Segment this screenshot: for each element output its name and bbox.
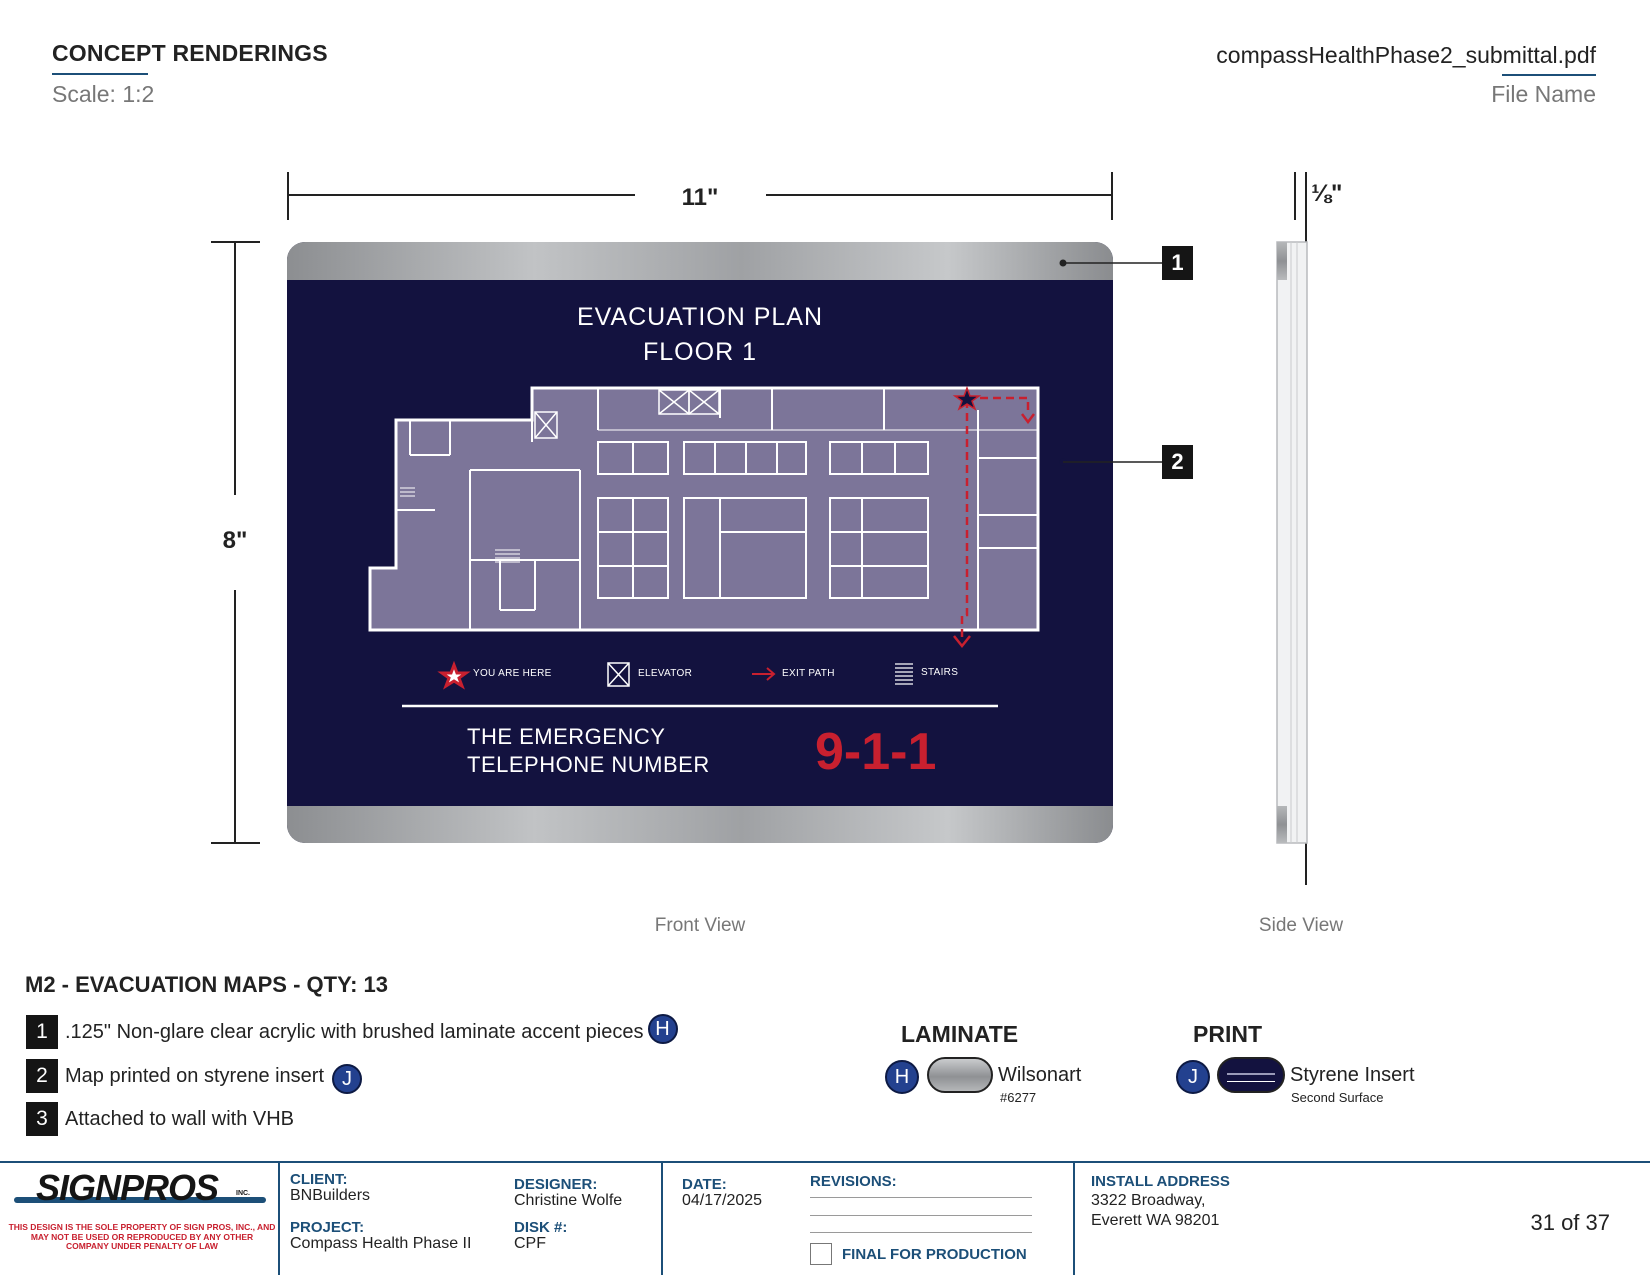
emergency-number: 9-1-1 bbox=[815, 723, 937, 781]
page-number: 31 of 37 bbox=[1530, 1210, 1610, 1235]
disk-value: CPF bbox=[514, 1235, 546, 1252]
note-number: 2 bbox=[26, 1059, 58, 1093]
project-label: PROJECT: bbox=[290, 1219, 365, 1236]
designer-value: Christine Wolfe bbox=[514, 1192, 623, 1209]
note-row-2 bbox=[26, 1059, 362, 1093]
front-view-label: Front View bbox=[654, 915, 746, 936]
print-badge: J bbox=[1176, 1060, 1210, 1094]
note-number: 3 bbox=[26, 1102, 58, 1136]
bottom-accent-strip bbox=[287, 806, 1113, 843]
revision-line bbox=[810, 1215, 1032, 1216]
date-label: DATE: bbox=[682, 1176, 727, 1193]
side-view-label: Side View bbox=[1258, 915, 1344, 936]
material-badge-h: H bbox=[648, 1014, 678, 1044]
install-address-label: INSTALL ADDRESS bbox=[1091, 1173, 1230, 1190]
disclaimer-line3: COMPANY UNDER PENALTY OF LAW bbox=[66, 1241, 218, 1251]
note-number: 1 bbox=[26, 1015, 58, 1049]
legend-stairs: STAIRS bbox=[921, 667, 959, 678]
revision-line bbox=[810, 1232, 1032, 1233]
note-text: .125" Non-glare clear acrylic with brushed laminate accent pieces bbox=[65, 1020, 644, 1043]
file-name-label: File Name bbox=[1491, 81, 1596, 107]
width-dimension-label: 11" bbox=[681, 184, 719, 211]
title-block-border bbox=[0, 1161, 1650, 1163]
laminate-name: Wilsonart bbox=[998, 1064, 1082, 1086]
laminate-badge: H bbox=[885, 1060, 919, 1094]
install-address-line2: Everett WA 98201 bbox=[1091, 1212, 1220, 1229]
floor-map bbox=[370, 388, 1038, 646]
disclaimer-line1: THIS DESIGN IS THE SOLE PROPERTY OF SIGN PROS, INC., AND bbox=[8, 1222, 276, 1232]
revisions-label: REVISIONS: bbox=[810, 1173, 897, 1190]
note-row-3 bbox=[26, 1102, 294, 1136]
print-sub: Second Surface bbox=[1291, 1090, 1384, 1105]
legend-exit-path: EXIT PATH bbox=[782, 668, 835, 679]
sign-title-line1: EVACUATION PLAN bbox=[576, 303, 824, 331]
final-production-label: FINAL FOR PRODUCTION bbox=[842, 1246, 1027, 1263]
callout-1-label: 1 bbox=[1171, 250, 1184, 275]
disclaimer-line2: MAY NOT BE USED OR REPRODUCED BY ANY OTHER bbox=[30, 1231, 254, 1242]
emergency-text bbox=[467, 723, 710, 779]
title-block-divider bbox=[661, 1163, 663, 1275]
note-text: Attached to wall with VHB bbox=[65, 1107, 294, 1130]
print-swatch bbox=[1217, 1057, 1285, 1093]
scale-label: Scale: 1:2 bbox=[52, 81, 155, 107]
logo-text: SIGNPROS bbox=[36, 1167, 219, 1208]
depth-dimension-label: ⅛" bbox=[1311, 180, 1343, 207]
legend-you-are-here: YOU ARE HERE bbox=[473, 668, 552, 679]
client-label: CLIENT: bbox=[290, 1171, 348, 1188]
print-heading: PRINT bbox=[1193, 1021, 1262, 1047]
laminate-swatch bbox=[927, 1057, 993, 1093]
date-value: 04/17/2025 bbox=[682, 1192, 763, 1209]
sign-title-line2: FLOOR 1 bbox=[643, 338, 757, 366]
spec-title: M2 - EVACUATION MAPS - QTY: 13 bbox=[25, 972, 389, 997]
signpros-logo bbox=[14, 1167, 274, 1212]
revision-line bbox=[810, 1197, 1032, 1198]
file-name: compassHealthPhase2_submittal.pdf bbox=[1216, 42, 1596, 68]
side-view-sign bbox=[1277, 242, 1307, 843]
material-badge-j: J bbox=[332, 1064, 362, 1094]
designer-label: DESIGNER: bbox=[514, 1176, 598, 1193]
project-value: Compass Health Phase II bbox=[290, 1235, 472, 1252]
client-value: BNBuilders bbox=[290, 1187, 371, 1204]
laminate-code: #6277 bbox=[1000, 1090, 1037, 1105]
disk-label: DISK #: bbox=[514, 1219, 568, 1236]
height-dimension-label: 8" bbox=[222, 527, 248, 554]
emergency-line1: THE EMERGENCY bbox=[467, 724, 666, 749]
page-title: CONCEPT RENDERINGS bbox=[52, 40, 328, 66]
emergency-line2: TELEPHONE NUMBER bbox=[467, 752, 710, 777]
note-row-1 bbox=[26, 1015, 678, 1049]
print-name: Styrene Insert bbox=[1290, 1064, 1415, 1086]
title-block-divider bbox=[1073, 1163, 1075, 1275]
title-block-divider bbox=[278, 1163, 280, 1275]
disclaimer bbox=[8, 1223, 276, 1252]
callout-2-label: 2 bbox=[1171, 449, 1184, 474]
logo-inc: INC. bbox=[236, 1190, 250, 1197]
laminate-heading: LAMINATE bbox=[901, 1021, 1019, 1047]
legend-elevator: ELEVATOR bbox=[638, 668, 693, 679]
sign-title bbox=[287, 300, 1113, 370]
note-text: Map printed on styrene insert bbox=[65, 1064, 325, 1087]
top-accent-strip bbox=[287, 242, 1113, 280]
install-address-line1: 3322 Broadway, bbox=[1091, 1192, 1206, 1209]
final-production-checkbox[interactable] bbox=[810, 1243, 832, 1265]
